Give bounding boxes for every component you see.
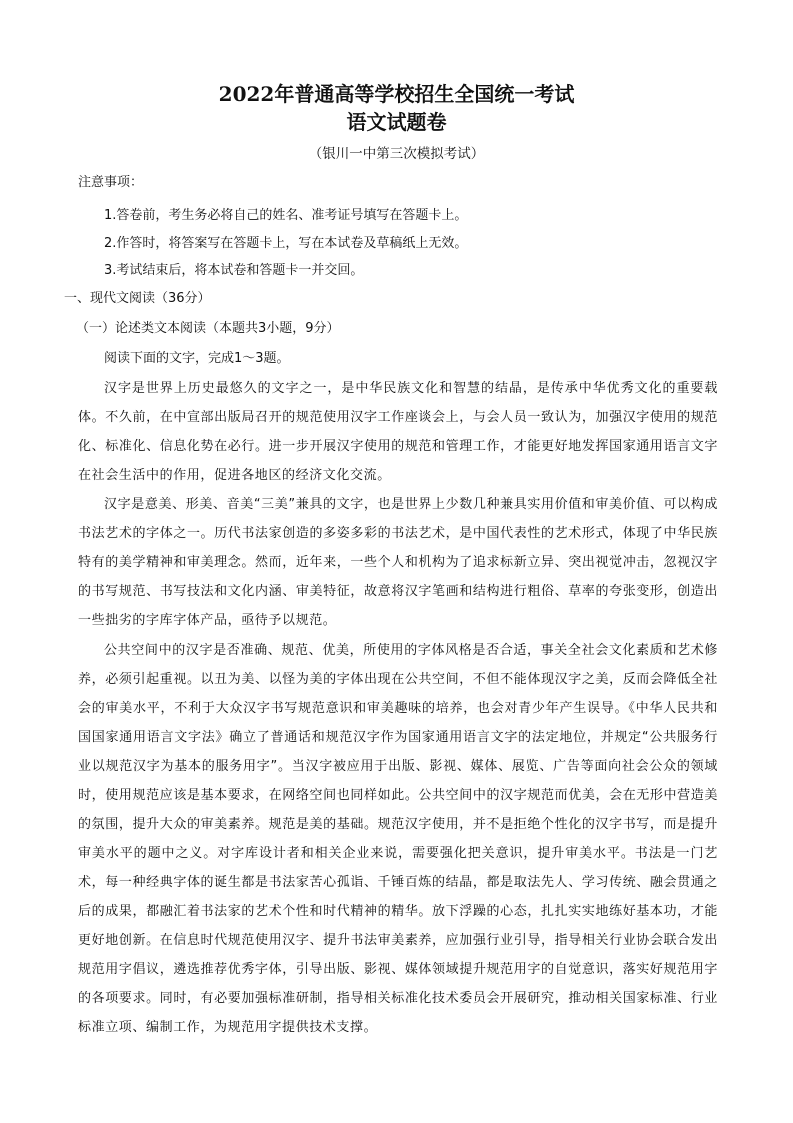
- passage-paragraph-2: 汉字是意美、形美、音美“三美”兼具的文字，也是世界上少数几种兼具实用价值和审美价值、可以构成书法艺术的字体之一。历代书法家创造的多姿多彩的书法艺术，是中国代表性的艺术形式，体现了中华民族特有的美学精神和审美理念。然而，近年来，一些个人和机构为了追求标新立异、突出视觉冲击，忽视汉字的书写规范、书写技法和文化内涵、审美特征，故意将汉字笔画和结构进行粗俗、草率的夸张变形，创造出一些拙劣的字库字体产品，亟待予以规范。: [78, 497, 718, 628]
- passage-paragraph-3: 公共空间中的汉字是否准确、规范、优美，所使用的字体风格是否合适，事关全社会文化素质和艺术修养，必须引起重视。以丑为美、以怪为美的字体出现在公共空间，不但不能体现汉字之美，反而会降低全社会的审美水平，不利于大众汉字书写规范意识和审美趣味的培养，也会对青少年产生误导。《中华人民共和国国家通用语言文字法》确立了普通话和规范汉字作为国家通用语言文字的法定地位，并规定“公共服务行业以规范汉字为基本的服务用字”。当汉字被应用于出版、影视、媒体、展览、广告等面向社会公众的领域时，使用规范应该是基本要求，在网络空间也同样如此。公共空间中的汉字规范而优美，会在无形中营造美的氛围，提升大众的审美素养。规范是美的基础。规范汉字使用，并不是拒绝个性化的汉字书写，而是提升审美水平的题中之义。对字库设计者和相关企业来说，需要强化把关意识，提升审美水平。书法是一门艺术，每一种经典字体的诞生都是书法家苦心孤诣、千锤百炼的结晶，都是取法先人、学习传统、融会贯通之后的成果，都融汇着书法家的艺术个性和时代精神的精华。放下浮躁的心态，扎扎实实地练好基本功，才能更好地创新。在信息时代规范使用汉字、提升书法审美素养，应加强行业引导，指导相关行业协会联合发出规范用字倡议，遴选推荐优秀字体，引导出版、影视、媒体领域提升规范用字的自觉意识，落实好规范用字的各项要求。同时，有必要加强标准研制，指导相关标准化技术委员会开展研究，推动相关国家标准、行业标准立项、编制工作，为规范用字提供技术支撑。: [78, 643, 718, 1035]
- exam-subtitle: （银川一中第三次模拟考试）: [308, 146, 485, 162]
- passage-paragraph-1: 汉字是世界上历史最悠久的文字之一，是中华民族文化和智慧的结晶，是传承中华优秀文化的重要载体。不久前，在中宣部出版局召开的规范使用汉字工作座谈会上，与会人员一致认为，加强汉字使用的规范化、标准化、信息化势在必行。进一步开展汉字使用的规范和管理工作，才能更好地发挥国家通用语言文字在社会生活中的作用，促进各地区的经济文化交流。: [78, 381, 718, 483]
- exam-subject-title: 语文试题卷: [346, 110, 447, 134]
- notice-item-2: 2.作答时，将答案写在答题卡上，写在本试卷及草稿纸上无效。: [104, 236, 468, 251]
- notice-heading: 注意事项：: [78, 175, 144, 190]
- subsection-heading: （一）论述类文本阅读（本题共3小题，9分）: [76, 321, 340, 336]
- exam-title: 2022年普通高等学校招生全国统一考试: [218, 82, 575, 106]
- notice-item-3: 3.考试结束后，将本试卷和答题卡一并交回。: [104, 263, 364, 278]
- section-heading: 一、现代文阅读（36分）: [64, 291, 211, 306]
- notice-item-1: 1.答卷前，考生务必将自己的姓名、准考证号填写在答题卡上。: [104, 208, 468, 223]
- reading-instruction: 阅读下面的文字，完成1～3题。: [104, 351, 290, 366]
